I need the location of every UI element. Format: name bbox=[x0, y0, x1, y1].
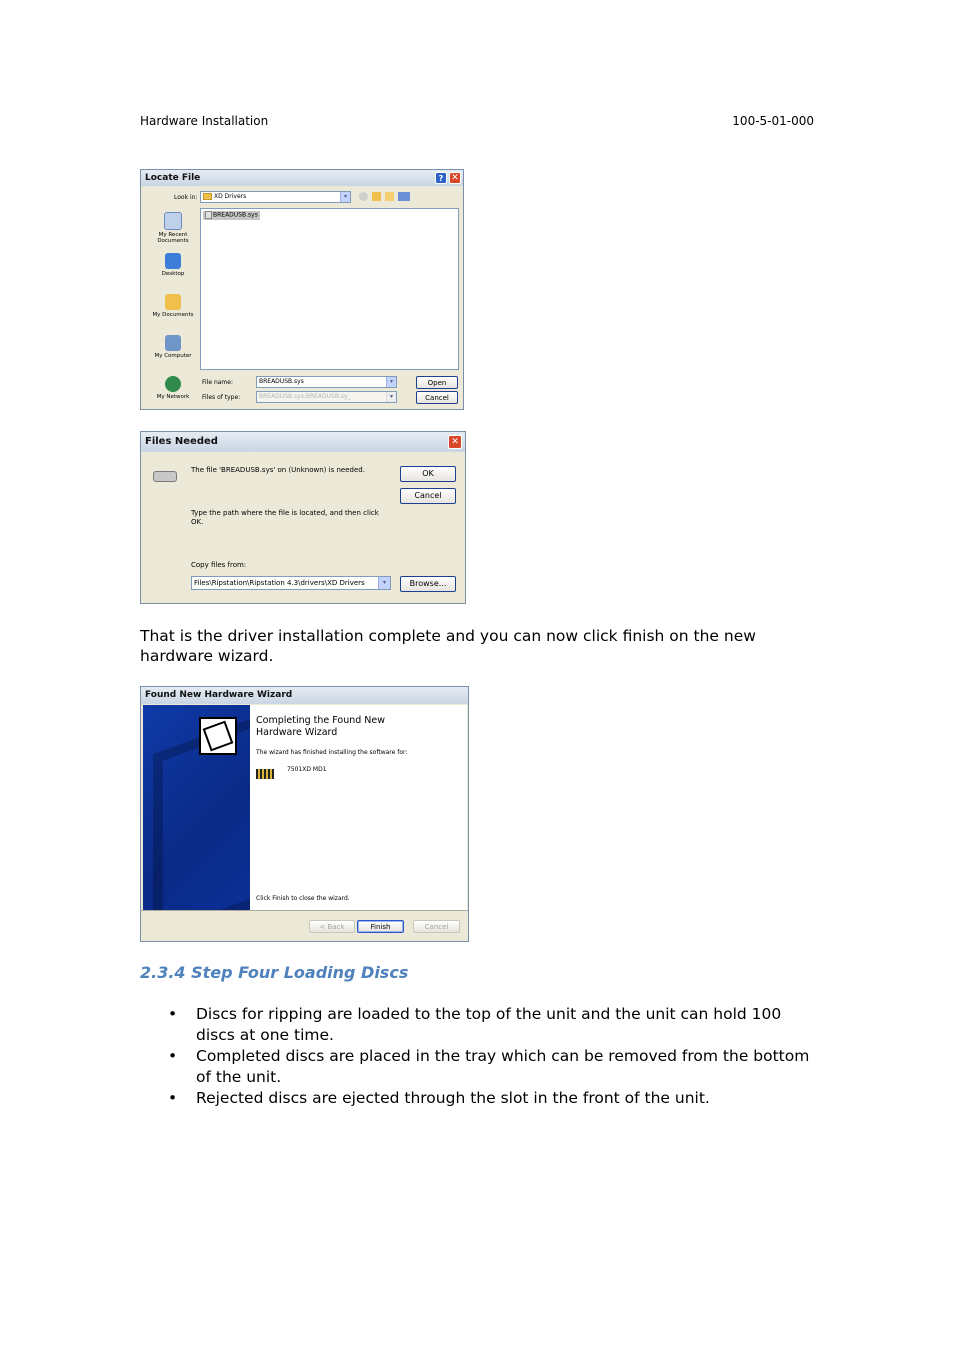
places-bar bbox=[146, 204, 200, 404]
wizard-title: Found New Hardware Wizard bbox=[141, 687, 468, 704]
list-item: • Rejected discs are ejected through the slot in the front of the unit. bbox=[168, 1089, 710, 1107]
views-menu-icon[interactable] bbox=[398, 192, 410, 201]
hardware-wizard-icon bbox=[199, 717, 237, 755]
open-button[interactable]: Open bbox=[416, 376, 458, 389]
wizard-close-text: Click Finish to close the wizard. bbox=[256, 895, 350, 902]
place-my-computer[interactable]: My Computer bbox=[146, 335, 200, 359]
bullet-list bbox=[168, 1004, 818, 1109]
place-my-network[interactable]: My Network bbox=[146, 376, 200, 400]
place-recent-documents[interactable]: My Recent Documents bbox=[146, 212, 200, 244]
wizard-content bbox=[250, 705, 467, 910]
close-button[interactable]: ✕ bbox=[449, 172, 461, 184]
chevron-down-icon: ▾ bbox=[378, 577, 390, 589]
cancel-button[interactable]: Cancel bbox=[416, 391, 458, 404]
up-folder-icon[interactable] bbox=[372, 192, 381, 201]
wizard-banner bbox=[143, 705, 250, 910]
wizard-divider bbox=[141, 910, 468, 911]
file-name-label: File name: bbox=[202, 379, 233, 386]
list-item: • Discs for ripping are loaded to the top of the unit and the unit can hold 100 discs at one time. bbox=[168, 1005, 782, 1044]
file-item[interactable]: BREADUSB.sys bbox=[203, 211, 260, 220]
copy-files-label: Copy files from: bbox=[191, 561, 247, 569]
look-in-label: Look in: bbox=[174, 194, 198, 201]
wizard-heading: Completing the Found New Hardware Wizard bbox=[256, 715, 386, 738]
wizard-finished-text: The wizard has finished installing the software for: bbox=[256, 749, 408, 756]
device-name: 7501XD MD1 bbox=[287, 766, 327, 773]
header-left: Hardware Installation bbox=[140, 114, 269, 128]
finish-button[interactable]: Finish bbox=[357, 920, 404, 933]
folder-icon bbox=[203, 193, 212, 200]
my-computer-icon bbox=[165, 335, 181, 351]
cancel-button[interactable]: Cancel bbox=[413, 920, 460, 933]
place-desktop[interactable]: Desktop bbox=[146, 253, 200, 277]
chevron-down-icon: ▾ bbox=[340, 192, 350, 202]
place-my-documents[interactable]: My Documents bbox=[146, 294, 200, 318]
file-name-input[interactable]: BREADUSB.sys ▾ bbox=[256, 376, 397, 388]
copy-files-input[interactable]: Files\Ripstation\Ripstation 4.3\drivers\XD Drivers ▾ bbox=[191, 576, 391, 590]
bullet-icon: • bbox=[168, 1047, 178, 1065]
locate-file-dialog bbox=[140, 169, 464, 410]
desktop-icon bbox=[165, 253, 181, 269]
files-needed-title: Files Needed bbox=[141, 432, 465, 452]
cancel-button[interactable]: Cancel bbox=[400, 488, 456, 504]
my-network-icon bbox=[165, 376, 181, 392]
needed-message: The file 'BREADUSB.sys' on (Unknown) is needed. bbox=[191, 466, 365, 474]
wizard-dialog bbox=[140, 686, 469, 942]
file-icon bbox=[205, 211, 212, 219]
file-list[interactable] bbox=[200, 208, 459, 370]
files-needed-dialog bbox=[140, 431, 466, 604]
help-button[interactable]: ? bbox=[435, 172, 447, 184]
my-documents-icon bbox=[165, 294, 181, 310]
section-heading: 2.3.4 Step Four Loading Discs bbox=[140, 963, 409, 982]
close-button[interactable]: ✕ bbox=[448, 435, 462, 449]
paragraph: That is the driver installation complete and you can now click finish on the new hardware wizard. bbox=[140, 627, 756, 665]
chevron-down-icon: ▾ bbox=[386, 392, 396, 402]
look-in-select[interactable]: XD Drivers ▾ bbox=[200, 191, 351, 203]
files-of-type-label: Files of type: bbox=[202, 394, 241, 401]
ok-button[interactable]: OK bbox=[400, 466, 456, 482]
files-of-type-select[interactable]: BREADUSB.sys;BREADUSB.sy_ ▾ bbox=[256, 391, 397, 403]
instruction-text: Type the path where the file is located, and then click OK. bbox=[191, 509, 379, 526]
browse-button[interactable]: Browse... bbox=[400, 576, 456, 592]
bullet-icon: • bbox=[168, 1089, 178, 1107]
bullet-icon: • bbox=[168, 1005, 178, 1023]
new-folder-icon[interactable] bbox=[385, 192, 394, 201]
recent-documents-icon bbox=[164, 212, 182, 230]
disk-drive-icon bbox=[153, 471, 177, 482]
list-item: • Completed discs are placed in the tray which can be removed from the bottom of the unit. bbox=[168, 1047, 810, 1086]
header-right: 100-5-01-000 bbox=[732, 114, 814, 128]
back-icon[interactable] bbox=[359, 192, 368, 201]
chevron-down-icon: ▾ bbox=[386, 377, 396, 387]
device-icon bbox=[256, 769, 274, 779]
locate-file-title: Locate File bbox=[141, 170, 463, 186]
back-button[interactable]: < Back bbox=[309, 920, 355, 933]
